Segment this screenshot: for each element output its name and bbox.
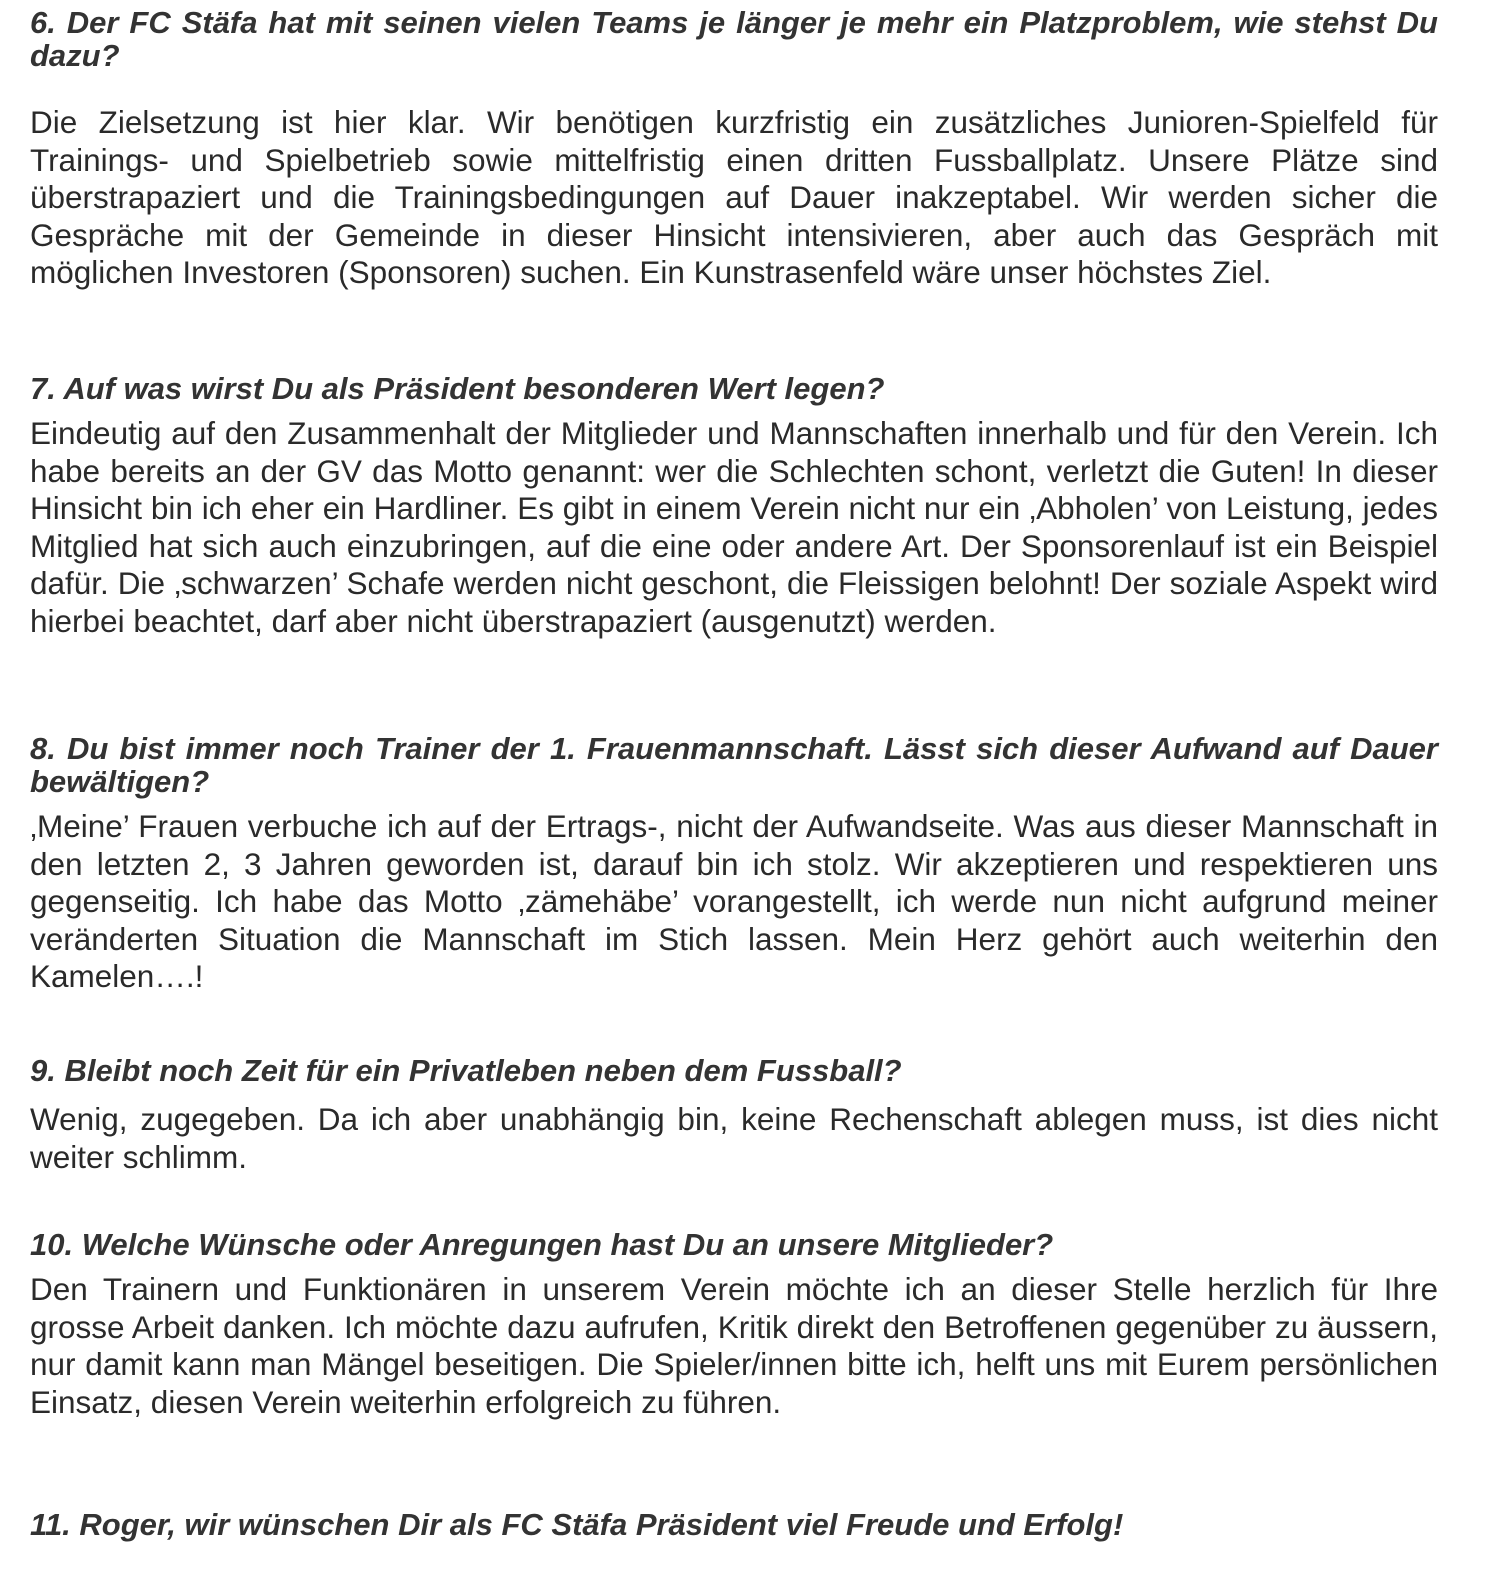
answer-7: Eindeutig auf den Zusammenhalt der Mitglieder und Mannschaften innerhalb und für den Verein. Ich habe bereits an der GV das Motto genannt: wer die Schlechten schont, verletzt die Guten! In dieser Hinsicht bin ich eher ein Hardliner. Es gibt in einem Verein nicht nur ein ‚Abholen’ von Leistung, jedes Mitglied hat sich auch einzubringen, auf die eine oder andere Art. Der Sponsorenlauf ist ein Beispiel dafür. Die ‚schwarzen’ Schafe werden nicht geschont, die Fleissigen belohnt! Der soziale Aspekt wird hierbei beachtet, darf aber nicht überstrapaziert (ausgenutzt) werden. [30,415,1438,639]
section-8 [30,732,1438,996]
question-9: 9. Bleibt noch Zeit für ein Privatleben neben dem Fussball? [30,1053,902,1088]
section-11 [30,1508,1438,1541]
answer-10: Den Trainern und Funktionären in unserem Verein möchte ich an dieser Stelle herzlich für Ihre grosse Arbeit danken. Ich möchte dazu aufrufen, Kritik direkt den Betroffenen gegenüber zu äussern, nur damit kann man Mängel beseitigen. Die Spieler/innen bitte ich, helft uns mit Eurem persönlichen Einsatz, diesen Verein weiterhin erfolgreich zu führen. [30,1271,1438,1420]
question-6: 6. Der FC Stäfa hat mit seinen vielen Teams je länger je mehr ein Platzproblem, wie stehst Du dazu? [30,5,1438,73]
question-11: 11. Roger, wir wünschen Dir als FC Stäfa Präsident viel Freude und Erfolg! [30,1507,1124,1542]
question-7: 7. Auf was wirst Du als Präsident besonderen Wert legen? [30,371,885,406]
section-7 [30,372,1438,640]
section-6 [30,6,1438,292]
section-10 [30,1228,1438,1421]
answer-6: Die Zielsetzung ist hier klar. Wir benötigen kurzfristig ein zusätzliches Junioren-Spielfeld für Trainings- und Spielbetrieb sowie mittelfristig einen dritten Fussballplatz. Unsere Plätze sind überstrapaziert und die Trainingsbedingungen auf Dauer inakzeptabel. Wir werden sicher die Gespräche mit der Gemeinde in dieser Hinsicht intensivieren, aber auch das Gespräch mit möglichen Investoren (Sponsoren) suchen. Ein Kunstrasenfeld wäre unser höchstes Ziel. [30,104,1438,290]
answer-8: ‚Meine’ Frauen verbuche ich auf der Ertrags-, nicht der Aufwandseite. Was aus dieser Mannschaft in den letzten 2, 3 Jahren geworden ist, darauf bin ich stolz. Wir akzeptieren und respektieren uns gegenseitig. Ich habe das Motto ‚zämehäbe’ vorangestellt, ich werde nun nicht aufgrund meiner veränderten Situation die Mannschaft im Stich lassen. Mein Herz gehört auch weiterhin den Kamelen….! [30,808,1438,994]
question-10: 10. Welche Wünsche oder Anregungen hast Du an unsere Mitglieder? [30,1227,1054,1262]
question-8: 8. Du bist immer noch Trainer der 1. Frauenmannschaft. Lässt sich dieser Aufwand auf Dauer bewältigen? [30,731,1438,799]
section-9 [30,1054,1438,1176]
answer-9: Wenig, zugegeben. Da ich aber unabhängig bin, keine Rechenschaft ablegen muss, ist dies nicht weiter schlimm. [30,1101,1438,1175]
